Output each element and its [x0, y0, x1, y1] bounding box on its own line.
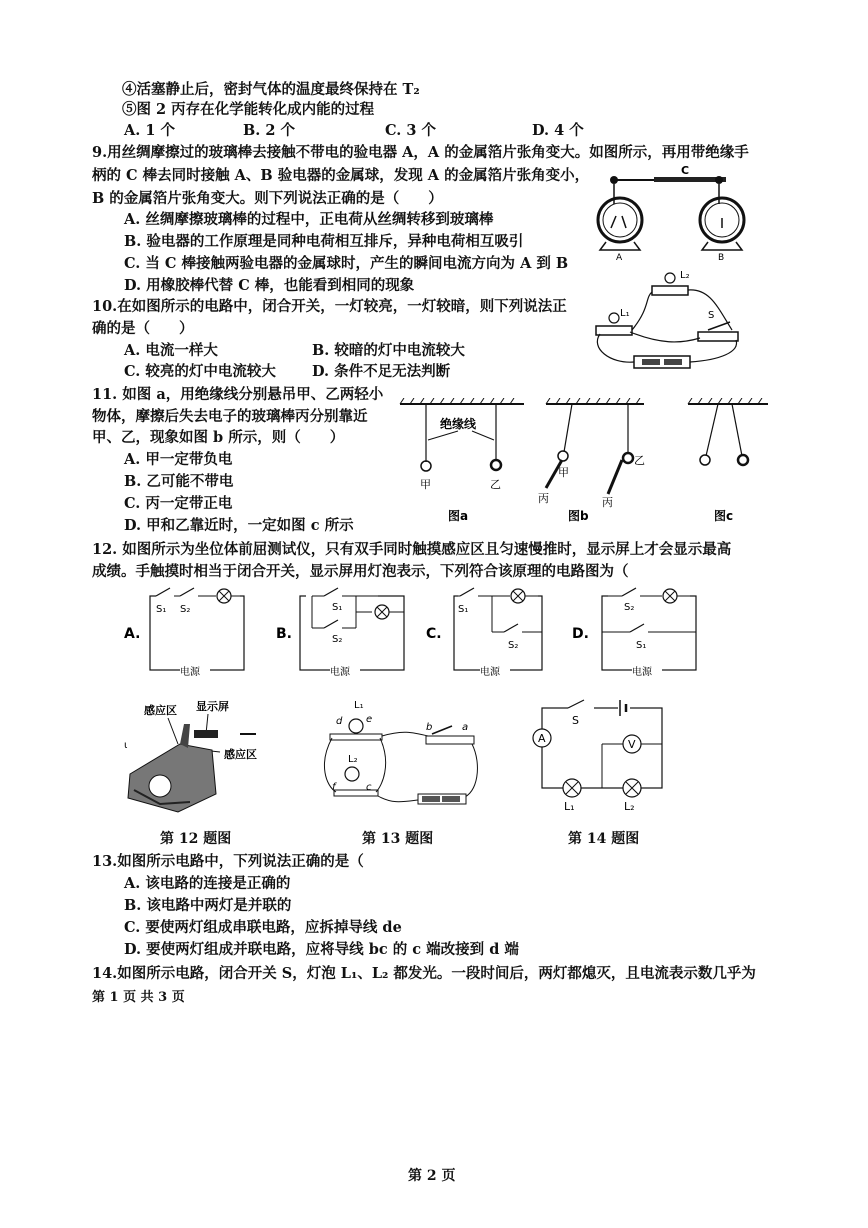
label-l1: L₁ — [354, 700, 364, 711]
caption-q12: 第 12 题图 — [160, 831, 232, 847]
svg-text:电源: 电源 — [180, 667, 200, 678]
display-label: 显示屏 — [196, 700, 229, 713]
caption-fig-b: 图b — [568, 509, 589, 523]
q9-stem-line2: 柄的 C 棒去同时接触 A、B 验电器的金属球，发现 A 的金属箔片张角变小， — [92, 167, 590, 184]
svg-text:S₁: S₁ — [636, 640, 647, 651]
q9-option-d: D. 用橡胶棒代替 C 棒，也能看到相同的现象 — [124, 277, 415, 294]
label-s: S — [572, 714, 579, 727]
caption-fig-c: 图c — [714, 509, 734, 523]
q10-option-d: D. 条件不足无法判断 — [312, 363, 451, 380]
svg-text:b: b — [426, 722, 433, 733]
q11-stem-line1: 11. 如图 a，用绝缘线分别悬吊甲、乙两轻小 — [92, 386, 384, 403]
q12-circuit-options — [120, 582, 710, 682]
svg-text:S₂: S₂ — [180, 604, 191, 615]
q14-circuit-figure — [528, 694, 668, 824]
q9-option-a: A. 丝绸摩擦玻璃棒的过程中，正电荷从丝绸转移到玻璃棒 — [124, 211, 494, 228]
q10-stem-line2: 确的是（ ） — [92, 320, 194, 337]
q12-stem-line1: 12. 如图所示为坐位体前屈测试仪，只有双手同时触摸感应区且匀速慢推时，显示屏上才会显示最高 — [92, 541, 732, 558]
circuit-c — [454, 588, 542, 678]
svg-text:S₂: S₂ — [508, 640, 519, 651]
q11-option-b: B. 乙可能不带电 — [124, 473, 234, 490]
label-l1: L₁ — [564, 800, 575, 813]
q13-circuit-figure — [322, 694, 488, 824]
label-yi-a: 乙 — [490, 478, 501, 491]
svg-text:S₂: S₂ — [624, 602, 635, 613]
svg-text:e: e — [366, 714, 373, 725]
option-b-label: B. — [276, 626, 292, 642]
svg-text:S₁: S₁ — [332, 602, 343, 613]
q11-option-c: C. 丙一定带正电 — [124, 495, 233, 512]
q10-option-b: B. 较暗的灯中电流较大 — [312, 342, 465, 359]
label-l1: L₁ — [620, 308, 630, 319]
svg-text:S₁: S₁ — [156, 604, 167, 615]
q13-option-d: D. 要使两灯组成并联电路，应将导线 bc 的 c 端改接到 d 端 — [124, 941, 519, 958]
q13-option-c: C. 要使两灯组成串联电路，应拆掉导线 de — [124, 919, 402, 936]
svg-text:a: a — [462, 722, 469, 733]
label-l2: L₂ — [680, 270, 690, 281]
label-a: A — [616, 253, 623, 262]
insulated-wire-label: 绝缘线 — [440, 417, 477, 431]
circuit-a — [150, 588, 244, 678]
q9-option-b: B. 验电器的工作原理是同种电荷相互排斥，异种电荷相互吸引 — [124, 233, 524, 250]
label-jia-a: 甲 — [420, 478, 431, 491]
circuit-b — [300, 588, 404, 678]
prev-option-b: B. 2 个 — [243, 122, 295, 139]
prev-option-d: D. 4 个 — [532, 122, 584, 139]
svg-text:电源: 电源 — [632, 667, 652, 678]
q11-option-a: A. 甲一定带负电 — [124, 451, 233, 468]
label-l2: L₂ — [348, 754, 358, 765]
svg-text:c: c — [366, 782, 372, 793]
q10-option-a: A. 电流一样大 — [124, 342, 218, 359]
q10-stem-line1: 10.在如图所示的电路中，闭合开关，一灯较亮，一灯较暗，则下列说法正 — [92, 298, 567, 315]
q14-stem: 14.如图所示电路，闭合开关 S，灯泡 L₁、L₂ 都发光。一段时间后，两灯都熄灭，且电流表示数几乎为 — [92, 965, 756, 982]
label-bing-b2: 丙 — [602, 496, 613, 509]
caption-fig-a: 图a — [448, 509, 469, 523]
q12-device-figure — [120, 694, 310, 824]
svg-text:电源: 电源 — [330, 667, 350, 678]
circuit-d — [602, 588, 696, 678]
label-b: B — [718, 253, 725, 262]
q9-stem-line3: B 的金属箔片张角变大。则下列说法正确的是（ ） — [92, 190, 443, 207]
svg-text:ι: ι — [124, 740, 128, 751]
svg-text:d: d — [336, 716, 343, 727]
q13-stem: 13.如图所示电路中，下列说法正确的是（ — [92, 853, 364, 870]
caption-q13: 第 13 题图 — [362, 831, 434, 847]
label-s: S — [708, 310, 715, 321]
ammeter-icon: A — [538, 732, 546, 745]
q11-stem-line2: 物体，摩擦后失去电子的玻璃棒丙分别靠近 — [92, 408, 368, 425]
page-count-footer: 第 1 页 共 3 页 — [92, 990, 185, 1005]
svg-text:S₁: S₁ — [458, 604, 469, 615]
page-number-footer: 第 2 页 — [408, 1168, 456, 1184]
q9-stem-line1: 9.用丝绸摩擦过的玻璃棒去接触不带电的验电器 A，A 的金属箔片张角变大。如图所示，再用带绝缘手 — [92, 144, 749, 161]
q12-stem-line2: 成绩。手触摸时相当于闭合开关，显示屏用灯泡表示，下列符合该原理的电路图为（ — [92, 563, 629, 580]
prev-item-4: ④活塞静止后，密封气体的温度最终保持在 T₂ — [122, 81, 420, 98]
sensor-zone-label-2: 感应区 — [224, 748, 257, 761]
svg-text:电源: 电源 — [480, 667, 500, 678]
sensor-zone-label-1: 感应区 — [144, 704, 177, 717]
q13-option-b: B. 该电路中两灯是并联的 — [124, 897, 292, 914]
q11-figures — [396, 398, 774, 528]
option-a-label: A. — [124, 626, 141, 642]
label-yi-b: 乙 — [634, 454, 645, 467]
q11-option-d: D. 甲和乙靠近时，一定如图 c 所示 — [124, 517, 354, 534]
prev-item-5: ⑤图 2 丙存在化学能转化成内能的过程 — [122, 101, 375, 118]
option-c-label: C. — [426, 626, 442, 642]
q13-option-a: A. 该电路的连接是正确的 — [124, 875, 291, 892]
label-bing-b1: 丙 — [538, 492, 549, 505]
q9-electroscope-figure — [594, 160, 770, 262]
svg-text:S₂: S₂ — [332, 634, 343, 645]
voltmeter-icon: V — [628, 738, 636, 751]
prev-option-a: A. 1 个 — [124, 122, 175, 139]
q11-stem-line3: 甲、乙，现象如图 b 所示，则（ ） — [92, 429, 345, 446]
q10-option-c: C. 较亮的灯中电流较大 — [124, 363, 276, 380]
q9-option-c: C. 当 C 棒接触两验电器的金属球时，产生的瞬间电流方向为 A 到 B — [124, 255, 569, 272]
prev-option-c: C. 3 个 — [385, 122, 437, 139]
label-l2: L₂ — [624, 800, 635, 813]
caption-q14: 第 14 题图 — [568, 831, 640, 847]
label-jia-b: 甲 — [558, 466, 569, 479]
option-d-label: D. — [572, 626, 589, 642]
q10-circuit-figure — [590, 268, 750, 376]
label-c: C — [681, 164, 690, 177]
svg-text:f: f — [332, 782, 336, 793]
